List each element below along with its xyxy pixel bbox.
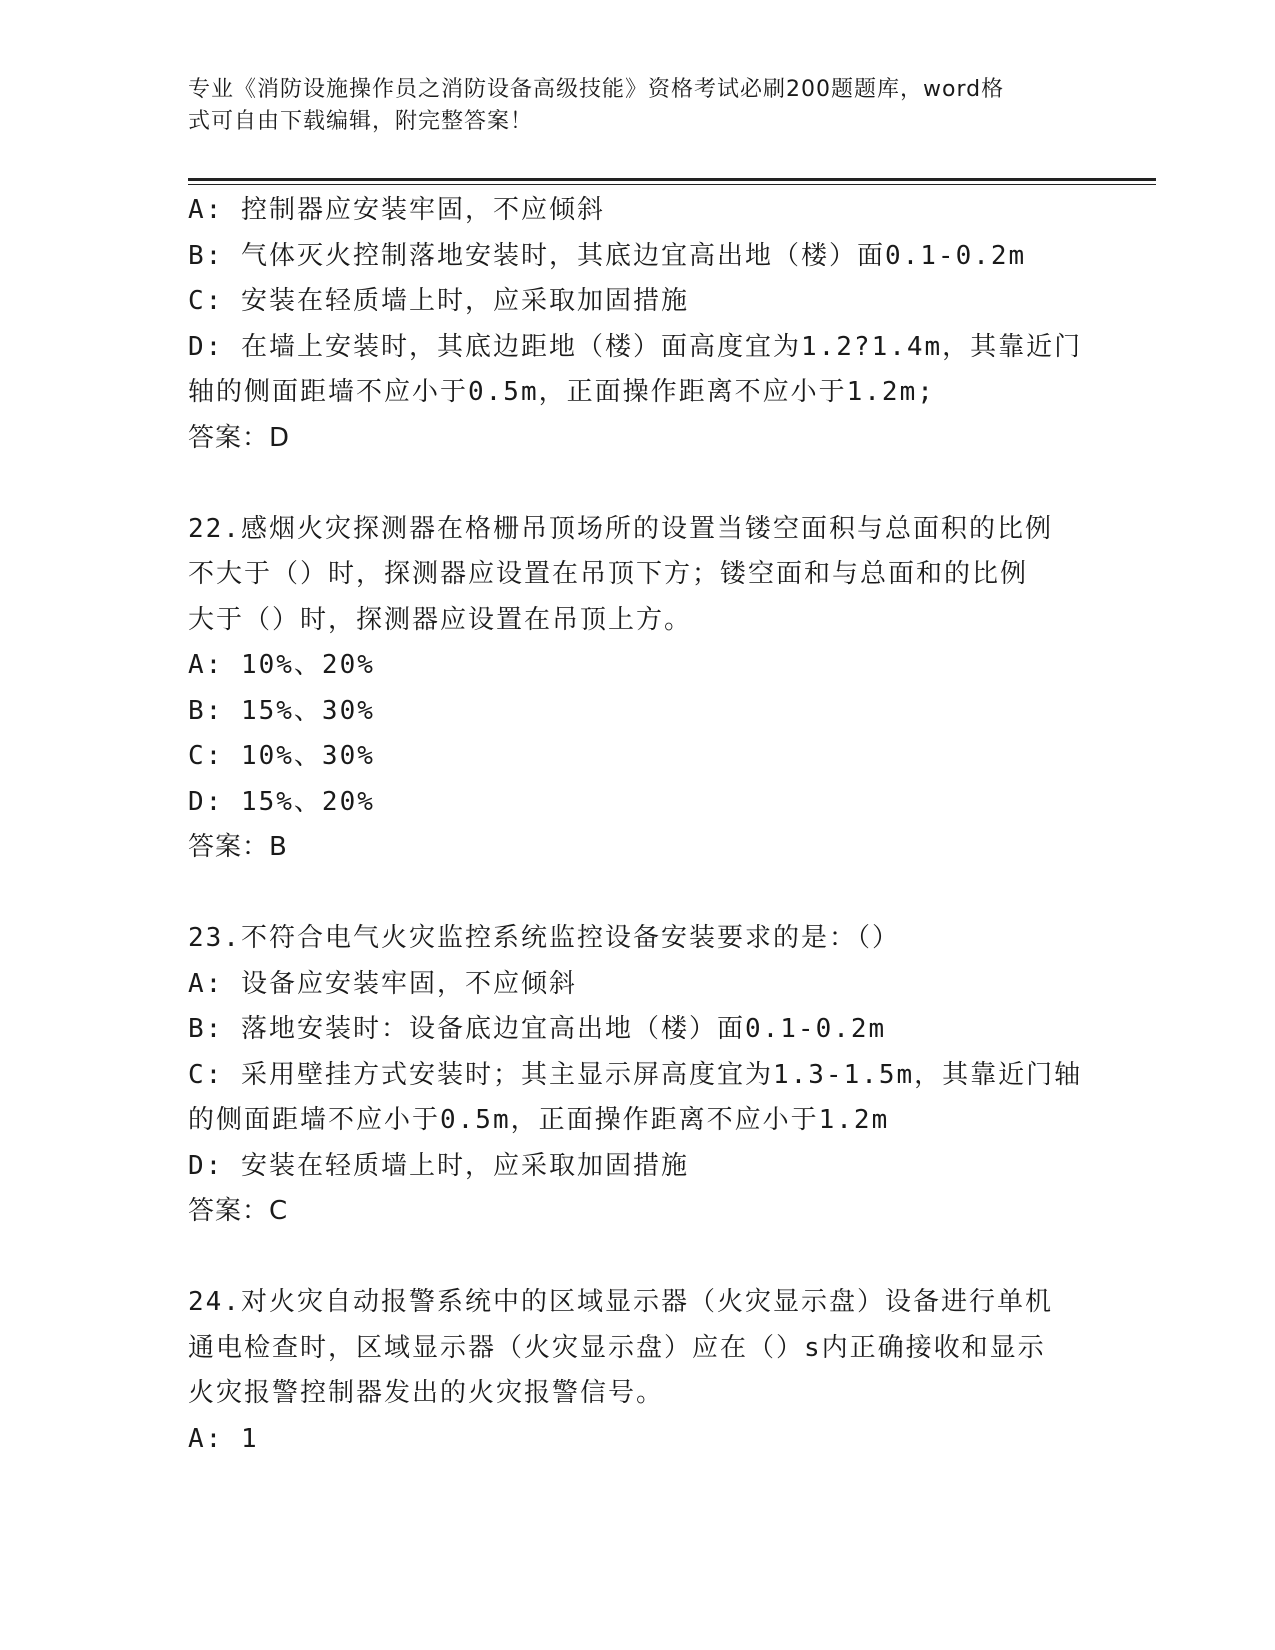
option-c: C: 10%、30% — [188, 741, 375, 771]
question-22 — [188, 507, 1108, 871]
question-text: 通电检查时，区域显示器（火灾显示盘）应在（）s内正确接收和显示 — [188, 1332, 1046, 1363]
option-a: A: 1 — [188, 1423, 259, 1454]
option-c: C: 采用壁挂方式安装时；其主显示屏高度宜为1.3-1.5m，其靠近门轴 — [188, 1059, 1083, 1090]
question-text: 火灾报警控制器发出的火灾报警信号。 — [188, 1378, 665, 1408]
option-b: B: 气体灭火控制落地安装时，其底边宜高出地（楼）面0.1-0.2m — [188, 240, 1027, 271]
question-text: 24.对火灾自动报警系统中的区域显示器（火灾显示盘）设备进行单机 — [188, 1287, 1053, 1317]
option-d: D: 在墙上安装时，其底边距地（楼）面高度宜为1.2?1.4m，其靠近门 — [188, 331, 1083, 362]
question-23 — [188, 916, 1108, 1235]
option-d: D: 安装在轻质墙上时，应采取加固措施 — [188, 1150, 689, 1181]
option-d: D: 15%、20% — [188, 786, 375, 817]
question-content — [188, 188, 1108, 1462]
option-a: A: 设备应安装牢固，不应倾斜 — [188, 968, 577, 999]
document-header — [188, 74, 1088, 138]
option-b: B: 落地安装时：设备底边宜高出地（楼）面0.1-0.2m — [188, 1014, 887, 1044]
question-text: 23.不符合电气火灾监控系统监控设备安装要求的是：（） — [188, 923, 900, 953]
header-line-1: 专业《消防设施操作员之消防设备高级技能》资格考试必刷200题题库，word格 — [188, 77, 1005, 102]
option-b: B: 15%、30% — [188, 695, 375, 726]
question-text: 大于（）时，探测器应设置在吊顶上方。 — [188, 604, 693, 635]
question-text: 不大于（）时，探测器应设置在吊顶下方；镂空面和与总面和的比例 — [188, 559, 1029, 589]
answer-line: 答案：C — [188, 1196, 289, 1226]
header-divider-thin — [188, 184, 1156, 185]
header-divider-thick — [188, 178, 1156, 181]
question-24 — [188, 1280, 1108, 1462]
option-d-continued: 轴的侧面距墙不应小于0.5m，正面操作距离不应小于1.2m; — [188, 377, 935, 407]
option-a: A: 10%、20% — [188, 650, 375, 680]
header-line-2: 式可自由下载编辑，附完整答案！ — [188, 109, 534, 134]
option-a: A: 控制器应安装牢固，不应倾斜 — [188, 195, 605, 225]
question-text: 22.感烟火灾探测器在格栅吊顶场所的设置当镂空面积与总面积的比例 — [188, 513, 1053, 544]
option-c: C: 安装在轻质墙上时，应采取加固措施 — [188, 286, 689, 316]
answer-line: 答案：B — [188, 832, 288, 862]
question-21 — [188, 188, 1108, 461]
answer-line: 答案：D — [188, 422, 291, 453]
option-c-continued: 的侧面距墙不应小于0.5m，正面操作距离不应小于1.2m — [188, 1105, 890, 1135]
